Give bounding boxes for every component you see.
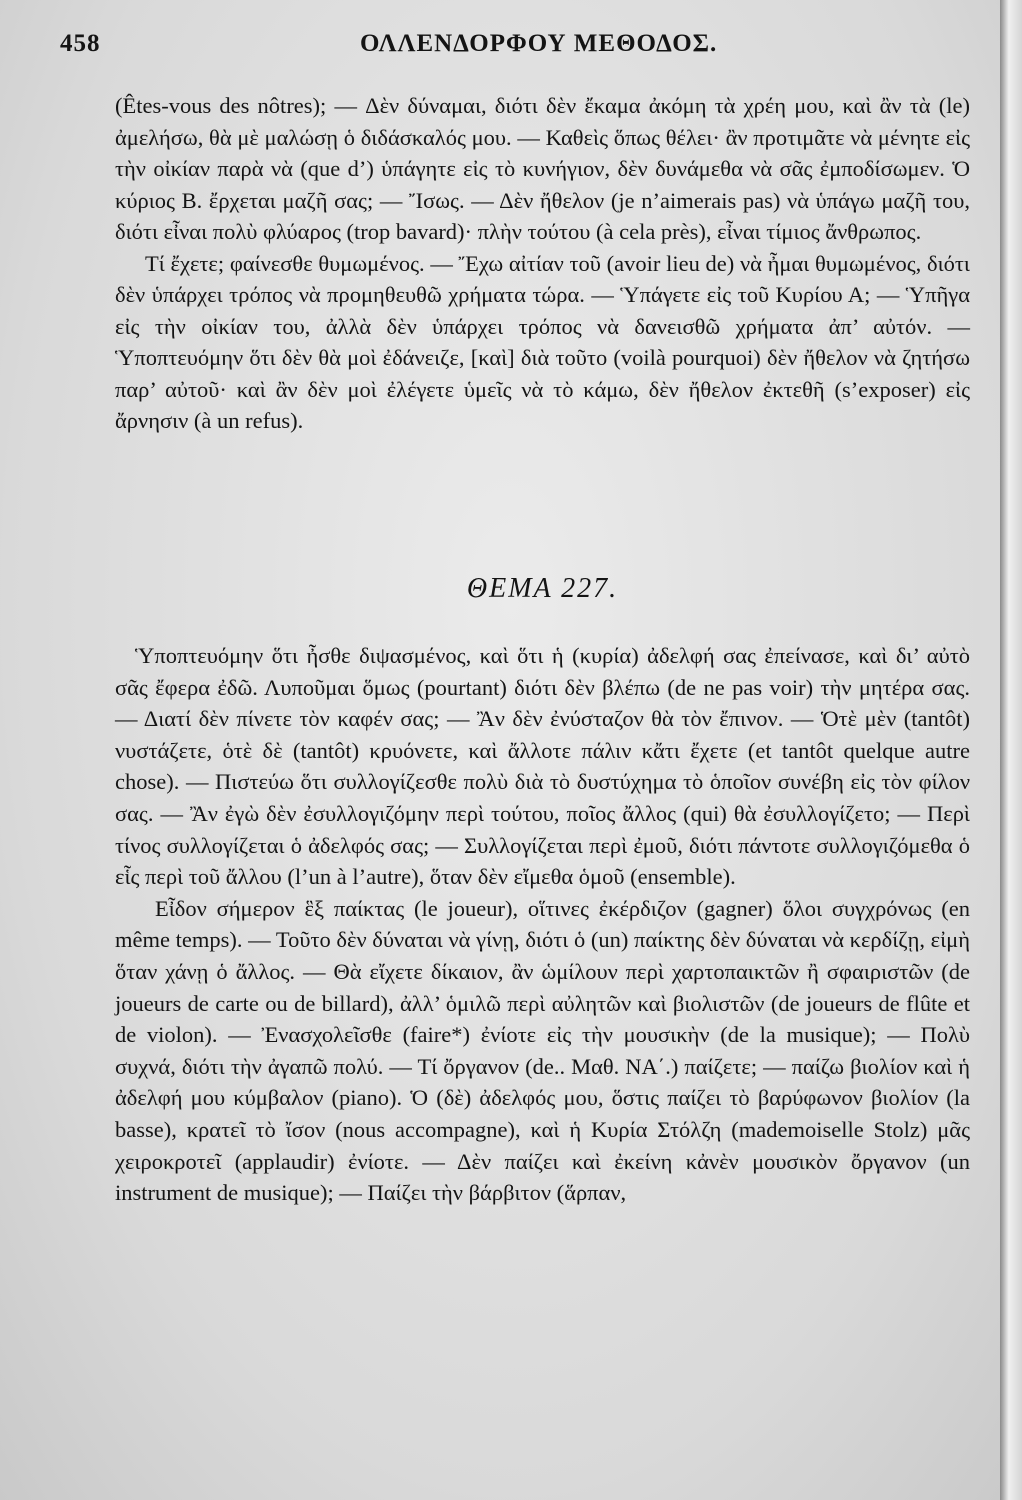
running-title: ΟΛΛΕΝΔΟΡΦΟΥ ΜΕΘΟΔΟΣ. [360, 30, 718, 57]
text-block-upper [115, 90, 970, 437]
paragraph: Ὑποπτευόμην ὅτι ἦσθε διψασμένος, καὶ ὅτι ἡ (κυρία) ἀδελφή σας ἐπείνασε, καὶ δι’ αὐτὸ σᾶς ἔφερα ἐδῶ. Λυποῦμαι ὅμως (pourtant) διότι δὲν βλέπω (de ne pas voir) τὴν μητέρα σας. — Διατί δὲν πίνετε τὸν καφέν σας; — Ἂν δὲν ἐνύσταζον θὰ τὸν ἔπινον. — Ὁτὲ μὲν (tantôt) νυστάζετε, ὁτὲ δὲ (tantôt) κρυόνετε, καὶ ἄλλοτε πάλιν κἄτι ἔχετε (et tantôt quelque autre chose). — Πιστεύω ὅτι συλλογίζεσθε πολὺ διὰ τὸ δυστύχημα τὸ ὁποῖον συνέβη εἰς τὸν φίλον σας. — Ἂν ἐγὼ δὲν ἐσυλλογιζόμην περὶ τούτου, ποῖος ἄλλος (qui) θὰ ἐσυλλογίζετο; — Περὶ τίνος συλλογίζεται ὁ ἀδελφός σας; — Συλλογίζεται περὶ ἐμοῦ, διότι πάντοτε συλλογιζόμεθα ὁ εἷς περὶ τοῦ ἄλλου (l’un à l’autre), ὅταν δὲν εἴμεθα ὁμοῦ (ensemble). [115, 643, 970, 890]
page-header [60, 30, 982, 66]
section-heading: ΘΕΜΑ 227. [466, 573, 619, 604]
page-edge [1000, 0, 1022, 1500]
paragraph: Εἶδον σήμερον ἓξ παίκτας (le joueur), οἵτινες ἐκέρδιζον (gagner) ὅλοι συγχρόνως (en même temps). — Τοῦτο δὲν δύναται νὰ γίνῃ, διότι ὁ (un) παίκτης δὲν δύναται νὰ κερδίζῃ, εἰμὴ ὅταν χάνῃ ὁ ἄλλος. — Θὰ εἴχετε δίκαιον, ἂν ὡμίλουν περὶ χαρτοπαικτῶν ἢ σφαιριστῶν (de joueurs de carte ou de billard), ἀλλ’ ὁμιλῶ περὶ αὐλητῶν καὶ βιολιστῶν (de joueurs de flûte et de violon). — Ἐνασχολεῖσθε (faire*) ἐνίοτε εἰς τὴν μουσικὴν (de la musique); — Πολὺ συχνά, διότι τὴν ἀγαπῶ πολύ. — Τί ὄργανον (de.. Μαθ. ΝΑ΄.) παίζετε; — παίζω βιολίον καὶ ἡ ἀδελφή μου κύμβαλον (piano). Ὁ (δὲ) ἀδελφός μου, ὅστις παίζει τὸ βαρύφωνον βιολίον (la basse), κρατεῖ τὸ ἴσον (nous accompagne), καὶ ἡ Κυρία Στόλζη (mademoiselle Stolz) μᾶς χειροκροτεῖ (applaudir) ἐνίοτε. — Δὲν παίζει καὶ ἐκείνη κἀνὲν μουσικὸν ὄργανον (un instrument de musique); — Παίζει τὴν βάρβιτον (ἅρπαν, [115, 895, 970, 1206]
text-block-lower [115, 640, 970, 1209]
page-number: 458 [60, 30, 101, 57]
paragraph: (Êtes-vous des nôtres); — Δὲν δύναμαι, διότι δὲν ἔκαμα ἀκόμη τὰ χρέη μου, καὶ ἂν τὰ (le) ἀμελήσω, θὰ μὲ μαλώσῃ ὁ διδάσκαλός μου. — Καθεὶς ὅπως θέλει· ἂν προτιμᾶτε νὰ μένητε εἰς τὴν οἰκίαν παρὰ νὰ (que d’) ὑπάγητε εἰς τὸ κυνήγιον, δὲν δυνάμεθα νὰ σᾶς ἐμποδίσωμεν. Ὁ κύριος Β. ἔρχεται μαζῆ σας; — Ἴσως. — Δὲν ἤθελον (je n’aimerais pas) νὰ ὑπάγω μαζῆ του, διότι εἶναι πολὺ φλύαρος (trop bavard)· πλὴν τούτου (à cela près), εἶναι τίμιος ἄνθρωπος. [115, 93, 970, 244]
paragraph: Τί ἔχετε; φαίνεσθε θυμωμένος. — Ἔχω αἰτίαν τοῦ (avoir lieu de) νὰ ἦμαι θυμωμένος, διότι δὲν ὑπάρχει τρόπος νὰ προμηθευθῶ χρήματα τώρα. — Ὑπάγετε εἰς τοῦ Κυρίου Α; — Ὑπῆγα εἰς τὴν οἰκίαν του, ἀλλὰ δὲν ὑπάρχει τρόπος νὰ δανεισθῶ χρήματα ἀπ’ αὐτόν. — Ὑποπτευόμην ὅτι δὲν θὰ μοὶ ἐδάνειζε, [καὶ] διὰ τοῦτο (voilà pourquoi) δὲν ἤθελον νὰ ζητήσω παρ’ αὐτοῦ· καὶ ἂν δὲν μοὶ ἐλέγετε ὑμεῖς νὰ τὸ κάμω, δὲν ἤθελον ἐκτεθῆ (s’exposer) εἰς ἄρνησιν (à un refus). [115, 250, 970, 433]
